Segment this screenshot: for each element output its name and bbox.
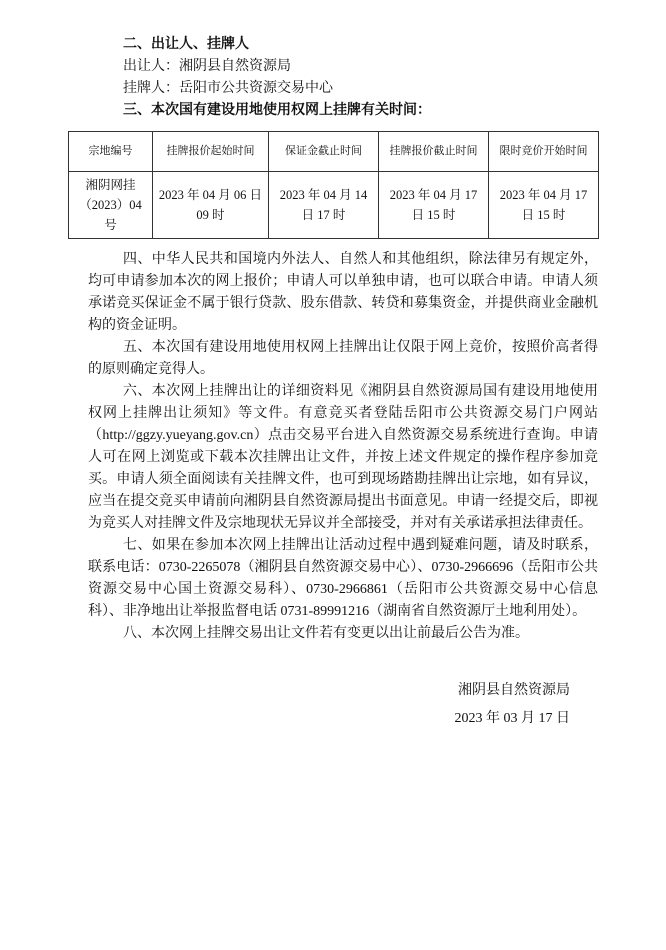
lister-line: 挂牌人：岳阳市公共资源交易中心 xyxy=(123,81,333,96)
paragraph-six-documents: 六、本次网上挂牌出让的详细资料见《湘阴县自然资源局国有建设用地使用权网上挂牌出让须知》等文件。有意竞买者登陆岳阳市公共资源交易门户网站（http://ggzy.yueyang.gov.cn）点击交易平台进入自然资源交易系统进行查询。申请人可在网上浏览或下载本次挂牌出让文件，并按上述文件规定的操作程序参加竞买。申请人须全面阅读有关挂牌文件，也可到现场踏勘挂牌出让宗地，如有异议，应当在提交竞买申请前向湘阴县自然资源局提出书面意见。申请一经提交后，即视为竞买人对挂牌文件及宗地现状无异议并全部接受，并对有关承诺承担法律责任。 xyxy=(88,384,598,531)
paragraph-seven-contacts: 七、如果在参加本次网上挂牌出让活动过程中遇到疑难问题，请及时联系，联系电话：0730-2265078（湘阴县自然资源交易中心）、0730-2966696（岳阳市公共资源交易中心国土资源交易科）、0730-2966861（岳阳市公共资源交易中心信息科）、非净地出让举报监督电话 0731-89991216（湖南省自然资源厅土地利用处）。 xyxy=(88,538,598,619)
issuer-name: 湘阴县自然资源局 xyxy=(458,683,570,698)
table-row xyxy=(69,172,599,239)
paragraph-eight-changes: 八、本次网上挂牌交易出让文件若有变更以出让前最后公告为准。 xyxy=(123,626,529,641)
section-parties-heading: 二、出让人、挂牌人 xyxy=(123,37,249,52)
paragraph-five-bidding-rule: 五、本次国有建设用地使用权网上挂牌出让仅限于网上竞价，按照价高者得的原则确定竞得人。 xyxy=(88,340,598,377)
col-header-deposit-deadline: 保证金截止时间 xyxy=(269,132,379,172)
section-times-heading: 三、本次国有建设用地使用权网上挂牌有关时间： xyxy=(123,103,431,118)
auction-times-table xyxy=(68,131,599,239)
transferor-line: 出让人：湘阴县自然资源局 xyxy=(123,59,291,74)
paragraph-four-eligibility: 四、中华人民共和国境内外法人、自然人和其他组织，除法律另有规定外，均可申请参加本次的网上报价；申请人可以单独申请，也可以联合申请。申请人须承诺竞买保证金不属于银行贷款、股东借款、转贷和募集资金，并提供商业金融机构的资金证明。 xyxy=(88,252,598,333)
quote-start-time-cell: 2023 年 04 月 06 日 09 时 xyxy=(153,172,269,239)
timed-bidding-start-cell: 2023 年 04 月 17 日 15 时 xyxy=(489,172,599,239)
col-header-timed-bidding-start: 限时竞价开始时间 xyxy=(489,132,599,172)
issue-date: 2023 年 03 月 17 日 xyxy=(454,711,570,726)
deposit-deadline-cell: 2023 年 04 月 14 日 17 时 xyxy=(269,172,379,239)
signature-block xyxy=(68,677,598,733)
quote-deadline-cell: 2023 年 04 月 17 日 15 时 xyxy=(379,172,489,239)
col-header-quote-deadline: 挂牌报价截止时间 xyxy=(379,132,489,172)
col-header-quote-start-time: 挂牌报价起始时间 xyxy=(153,132,269,172)
table-header-row xyxy=(69,132,599,172)
col-header-parcel-number: 宗地编号 xyxy=(69,132,153,172)
parcel-number-cell: 湘阴网挂（2023）04 号 xyxy=(69,172,153,239)
